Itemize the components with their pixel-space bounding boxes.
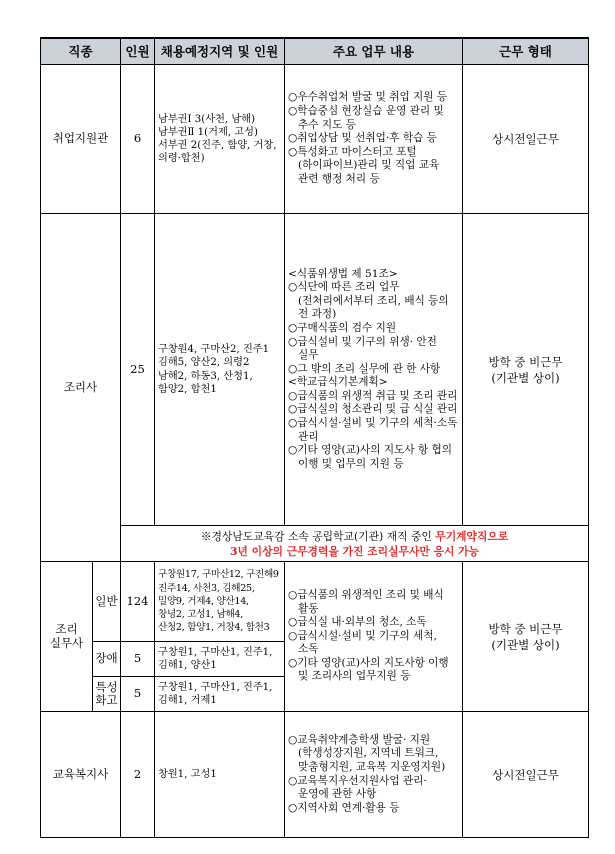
region-line: 남부권Ⅱ 1(거제, 고성) xyxy=(158,126,258,138)
note-highlight-line: 3년 이상의 근무경력을 가진 조리실무사만 응시 가능 xyxy=(229,544,480,558)
header-count: 인원 xyxy=(121,38,155,65)
job-count: 2 xyxy=(121,712,155,838)
job-count: 5 xyxy=(121,677,155,712)
job-name-line: 실무사 xyxy=(49,635,84,650)
region-line: 산청2, 함양1, 거창4, 합천3 xyxy=(158,622,270,634)
region-line: 구창원4, 구마산2, 진주1 xyxy=(158,344,270,356)
duty-heading: <식품위생법 제 51조> xyxy=(288,267,398,280)
region-line: 김해5, 양산2, 의령2 xyxy=(158,357,250,369)
duty-item: ○교육취약계층학생 발굴· 지원(학생성장지원, 지역네 트워크, 맞춤형지원, 교육복 지운영지원) xyxy=(288,733,446,773)
job-regions xyxy=(155,677,285,712)
duty-item: ○특성화고 마이스터고 포털 (하이파이브)관리 및 직업 교육 관련 행정 처리 등 xyxy=(288,145,440,185)
job-regions xyxy=(155,562,285,642)
region-line: 의령·합천) xyxy=(158,153,205,165)
region-line: 김해1, 거제1 xyxy=(158,695,217,706)
duty-item: ○학습중심 현장실습 운영 관리 및 추수 지도 등 xyxy=(288,105,444,131)
job-employment xyxy=(463,65,589,214)
note-text: ※경상남도교육감 소속 공립학교(기관) 재직 중인 xyxy=(200,529,436,543)
employment-line: 방학 중 비근무 xyxy=(488,354,563,369)
duty-item: ○급식품의 위생적인 조리 및 배식 활동 xyxy=(288,588,444,615)
sub-type xyxy=(93,677,121,712)
job-name: 취업지원관 xyxy=(41,65,121,214)
duty-item: ○그 밖의 조리 실무에 관 한 사항 xyxy=(288,362,441,375)
sub-type-line: 특성 xyxy=(95,680,118,694)
duty-item: ○구매식품의 검수 지원 xyxy=(288,321,397,334)
region-line: 구창원1, 구마산1, 진주1, xyxy=(158,646,273,658)
header-row xyxy=(41,38,589,65)
duty-item: ○급식품의 위생적 취급 및 조리 관리 xyxy=(288,389,458,402)
job-name: 교육복지사 xyxy=(41,712,121,838)
job-count: 124 xyxy=(121,562,155,642)
header-duties: 주요 업무 내용 xyxy=(285,38,463,65)
row-cook-note xyxy=(41,526,589,562)
row-cook xyxy=(41,214,589,526)
sub-type-line: 화고 xyxy=(95,693,118,707)
job-duties xyxy=(285,562,463,712)
region-line: 서부권 2(진주, 함양, 거창, xyxy=(158,140,277,151)
note-line-1 xyxy=(125,529,584,544)
recruitment-table xyxy=(40,37,589,838)
employment-line: (기관별 상이) xyxy=(491,370,560,385)
employment-line: 방학 중 비근무 xyxy=(488,621,563,636)
sub-type: 장애 xyxy=(93,642,121,677)
job-name xyxy=(41,562,93,712)
region-line: 김해1, 양산1 xyxy=(158,660,217,671)
duty-item: ○교육복지우선지원사업 관리· 운영에 관한 사항 xyxy=(288,774,427,801)
job-regions xyxy=(155,214,285,526)
job-employment xyxy=(463,712,589,838)
region-line: 남부권Ⅰ 3(사천, 남해) xyxy=(158,113,256,125)
job-count: 5 xyxy=(121,642,155,677)
job-duties xyxy=(285,214,463,526)
job-regions xyxy=(155,65,285,214)
job-count: 25 xyxy=(121,214,155,526)
duty-item: ○급식설비 및 기구의 위생· 안전 실무 xyxy=(288,335,437,362)
row-cook-assistant-general xyxy=(41,562,589,642)
duty-heading: <학교급식기본계획> xyxy=(288,376,388,389)
duty-item: ○식단에 따른 조리 업무 (전처리에서부터 조리, 배식 등의 전 과정) xyxy=(288,281,449,321)
duty-item: ○기타 영양(교)사의 지도사항 이행 및 조리사의 업무지원 등 xyxy=(288,656,449,683)
duty-item: ○지역사회 연계·활용 등 xyxy=(288,801,400,814)
region-line: 밀양9, 거제4, 양산14, xyxy=(158,595,249,607)
sub-type: 일반 xyxy=(93,562,121,642)
duty-item: ○취업상담 및 선취업·후 학습 등 xyxy=(288,132,437,145)
duty-item: ○급식실의 청소관리 및 급 식실 관리 xyxy=(288,403,458,416)
duty-item: ○급식시설·설비 및 기구의 세척·소독 관리 xyxy=(288,417,458,443)
job-duties xyxy=(285,65,463,214)
cook-eligibility-note xyxy=(121,526,589,562)
note-highlight: 무기계약직으로 xyxy=(435,529,509,543)
region-line: 창녕2, 고성1, 남해4, xyxy=(158,609,243,621)
job-employment xyxy=(463,562,589,712)
employment-line: 상시전일근무 xyxy=(492,767,559,782)
region-line: 남해2, 하동3, 산청1, xyxy=(158,370,253,382)
employment-line: 상시전일근무 xyxy=(492,132,559,146)
region-line: 구창원17, 구마산12, 구진해9 xyxy=(158,569,279,581)
job-count: 6 xyxy=(121,65,155,214)
header-regions: 채용예정지역 및 인원 xyxy=(155,38,285,65)
duty-item: ○급식실 내·외부의 청소, 소독 xyxy=(288,616,427,629)
region-line: 함양2, 합천1 xyxy=(158,383,217,395)
job-duties xyxy=(285,712,463,838)
recruitment-table-page xyxy=(40,37,588,838)
row-education-welfare xyxy=(41,712,589,838)
job-name: 조리사 xyxy=(41,214,121,562)
duty-item: ○급식시설·설비 및 기구의 세척, 소독 xyxy=(288,629,437,656)
region-line: 진주14, 사천3, 김해25, xyxy=(158,582,255,594)
duty-item: ○우수취업처 발굴 및 취업 지원 등 xyxy=(288,91,448,104)
job-employment xyxy=(463,214,589,526)
header-job: 직종 xyxy=(41,38,121,65)
job-regions xyxy=(155,642,285,677)
job-regions xyxy=(155,712,285,838)
header-employment: 근무 형태 xyxy=(463,38,589,65)
job-name-line: 조리 xyxy=(55,622,78,637)
region-line: 구창원1, 구마산1, 진주1, xyxy=(158,681,273,693)
row-employment-support xyxy=(41,65,589,214)
duty-item: ○기타 영양(교)사의 지도사 항 협의 이행 및 업무의 지원 등 xyxy=(288,444,453,470)
region-line: 창원1, 고성1 xyxy=(158,768,217,780)
employment-line: (기관별 상이) xyxy=(491,637,560,652)
